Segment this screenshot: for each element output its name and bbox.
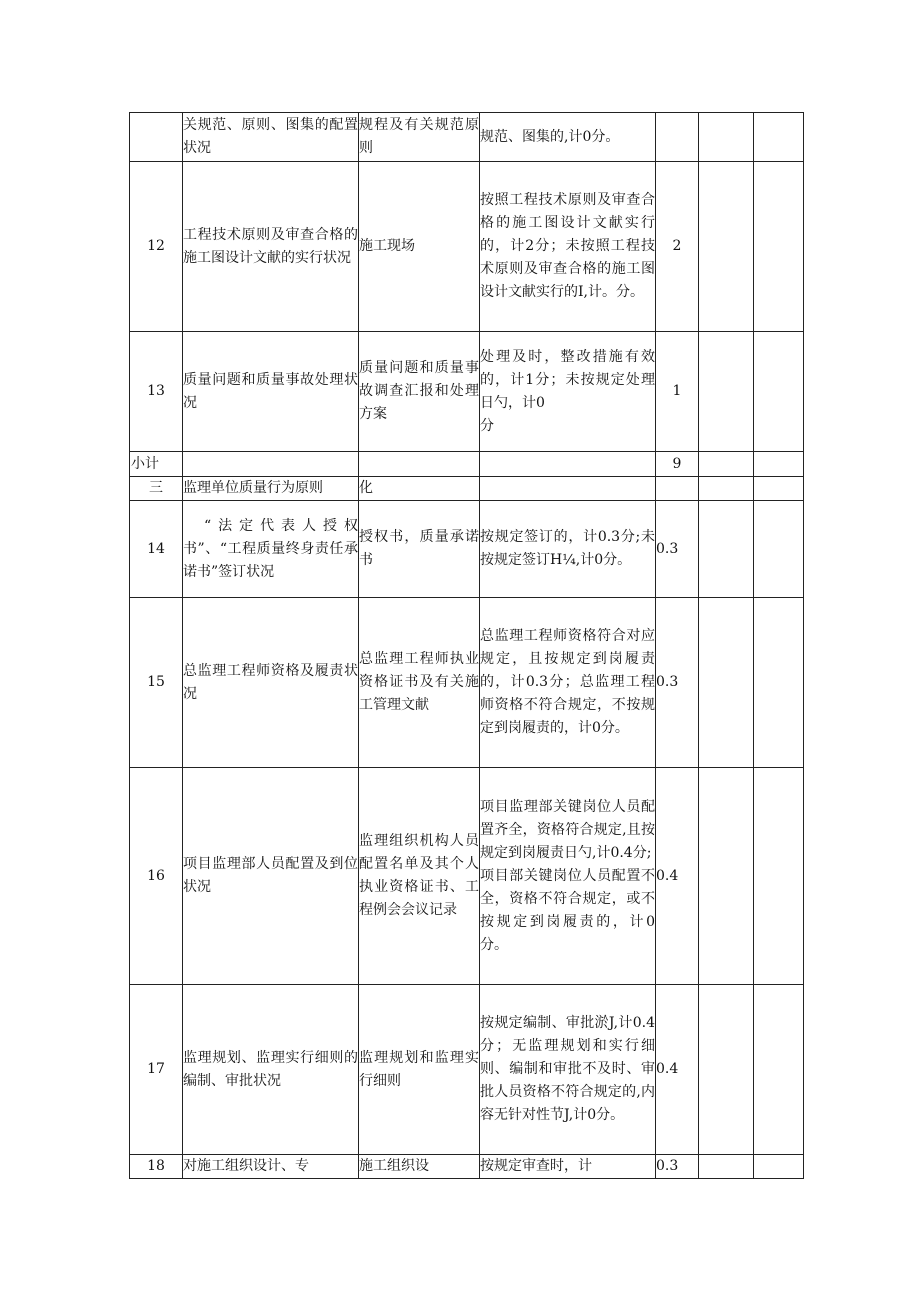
standard-score: 0.3	[656, 501, 699, 598]
standard-score: 0.4	[656, 985, 699, 1155]
evaluation-table	[129, 112, 804, 1179]
section-row	[130, 477, 804, 501]
table-row	[130, 985, 804, 1155]
scoring-rule: 按规定审查时，计	[480, 1155, 656, 1179]
table-row	[130, 332, 804, 452]
check-item: “法定代表人授权书”、“工程质量终身责任承诺书”签订状况	[183, 501, 359, 598]
blank-cell	[754, 162, 804, 332]
blank-cell	[480, 477, 656, 501]
scoring-rule: 规范、图集的,计0分。	[480, 113, 656, 162]
subtotal-label: 小计	[130, 452, 183, 477]
check-basis: 监理组织机构人员配置名单及其个人执业资格证书、工程例会会议记录	[359, 768, 480, 985]
blank-cell	[699, 985, 754, 1155]
standard-score: 0.3	[656, 598, 699, 768]
blank-cell	[699, 162, 754, 332]
blank-cell	[699, 477, 754, 501]
blank-cell	[754, 113, 804, 162]
section-number: 三	[130, 477, 183, 501]
standard-score: 1	[656, 332, 699, 452]
check-item: 监理规划、监理实行细则的编制、审批状况	[183, 985, 359, 1155]
check-item: 总监理工程师资格及履责状况	[183, 598, 359, 768]
check-basis: 施工现场	[359, 162, 480, 332]
check-item: 工程技术原则及审查合格的施工图设计文献的实行状况	[183, 162, 359, 332]
blank-cell	[754, 501, 804, 598]
blank-cell	[656, 477, 699, 501]
blank-cell	[359, 452, 480, 477]
section-title: 监理单位质量行为原则	[183, 477, 359, 501]
blank-cell	[699, 768, 754, 985]
subtotal-row	[130, 452, 804, 477]
scoring-rule: 项目监理部关键岗位人员配置齐全，资格符合规定,且按规定到岗履责日勺,计0.4分; 项目部关键岗位人员配置不全，资格不符合规定，或不按规定到岗履责的，计0分。	[480, 768, 656, 985]
scoring-rule: 处理及时，整改措施有效的，计1分；未按规定处理日勺，计0 分	[480, 332, 656, 452]
blank-cell	[754, 1155, 804, 1179]
blank-cell	[754, 477, 804, 501]
table-row	[130, 113, 804, 162]
scoring-rule: 按规定签订的，计0.3分;未按规定签订H¼,计0分。	[480, 501, 656, 598]
blank-cell	[754, 452, 804, 477]
row-number: 12	[130, 162, 183, 332]
row-number: 15	[130, 598, 183, 768]
row-number: 16	[130, 768, 183, 985]
table-row	[130, 598, 804, 768]
subtotal-score: 9	[656, 452, 699, 477]
blank-cell	[699, 452, 754, 477]
scoring-rule: 按照工程技术原则及审查合格的施工图设计文献实行的，计2分；未按照工程技术原则及审查合格的施工图设计文献实行的I,计。分。	[480, 162, 656, 332]
scoring-rule: 总监理工程师资格符合对应规定，且按规定到岗履责的，计0.3分；总监理工程师资格不符合规定，不按规定到岗履责的，计0分。	[480, 598, 656, 768]
blank-cell	[754, 768, 804, 985]
blank-cell	[754, 332, 804, 452]
table-row	[130, 768, 804, 985]
row-number: 14	[130, 501, 183, 598]
blank-cell	[699, 1155, 754, 1179]
table-row	[130, 162, 804, 332]
blank-cell	[699, 501, 754, 598]
check-item: 对施工组织设计、专	[183, 1155, 359, 1179]
check-basis: 质量问题和质量事故调查汇报和处理方案	[359, 332, 480, 452]
standard-score: 2	[656, 162, 699, 332]
row-number: 18	[130, 1155, 183, 1179]
table-row	[130, 1155, 804, 1179]
check-item: 质量问题和质量事故处理状况	[183, 332, 359, 452]
blank-cell	[699, 598, 754, 768]
standard-score: 0.4	[656, 768, 699, 985]
check-basis: 施工组织设	[359, 1155, 480, 1179]
row-number	[130, 113, 183, 162]
row-number: 13	[130, 332, 183, 452]
standard-score	[656, 113, 699, 162]
table-row	[130, 501, 804, 598]
blank-cell	[699, 113, 754, 162]
standard-score: 0.3	[656, 1155, 699, 1179]
check-basis: 总监理工程师执业资格证书及有关施工管理文献	[359, 598, 480, 768]
blank-cell	[754, 985, 804, 1155]
check-basis: 监理规划和监理实行细则	[359, 985, 480, 1155]
check-item: 项目监理部人员配置及到位状况	[183, 768, 359, 985]
scoring-rule: 按规定编制、审批淤J,计0.4分；无监理规划和实行细则、编制和审批不及时、审批人员资格不符合规定的,内容无针对性节J,计0分。	[480, 985, 656, 1155]
blank-cell	[754, 598, 804, 768]
section-title-tail: 化	[359, 477, 480, 501]
row-number: 17	[130, 985, 183, 1155]
check-basis: 授权书，质量承诺书	[359, 501, 480, 598]
check-item: 关规范、原则、图集的配置状况	[183, 113, 359, 162]
check-basis: 规程及有关规范原则	[359, 113, 480, 162]
blank-cell	[183, 452, 359, 477]
blank-cell	[699, 332, 754, 452]
blank-cell	[480, 452, 656, 477]
